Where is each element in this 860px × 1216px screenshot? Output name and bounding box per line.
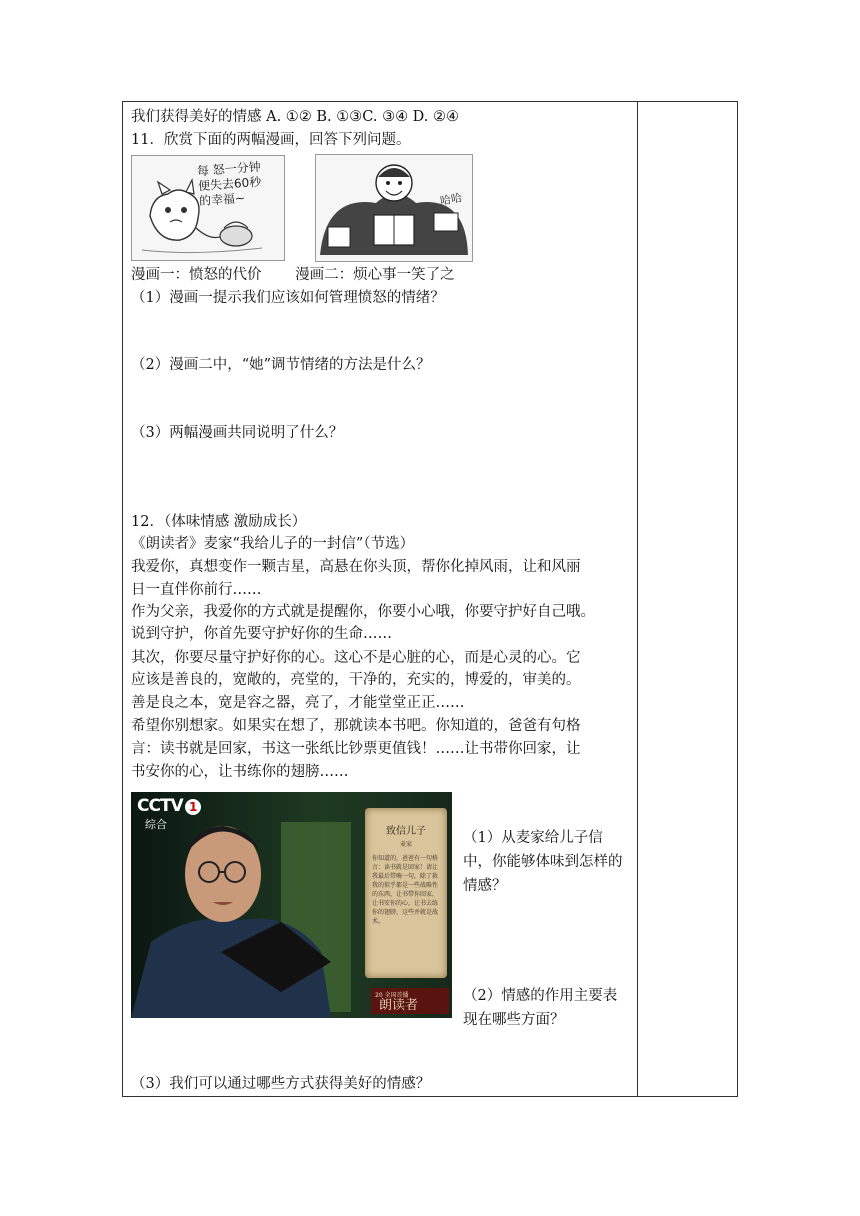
passage-line: 善是良之本，宽是容之器，亮了，才能堂堂正正……: [131, 695, 465, 711]
show-name: 朗读者: [379, 998, 419, 1013]
scroll-author: 麦家: [399, 841, 412, 848]
worksheet-table: [122, 101, 738, 1097]
q12-title: 12．（体味情感 激励成长）: [131, 514, 307, 530]
cartoon-one-text-line1: 每 怒一分钟: [196, 159, 262, 179]
reader-tv-screenshot: [131, 792, 452, 1018]
cartoon-one-text-line2: 便失去60秒: [197, 174, 262, 194]
cctv-channel-name: CCTV: [137, 796, 183, 816]
passage-line: 希望你别想家。如果实在想了，那就读本书吧。你知道的，爸爸有句格: [131, 718, 581, 734]
q11-sub-question-2: （2）漫画二中，“她”调节情绪的方法是什么？: [131, 357, 431, 373]
show-badge: 20 全国首播: [375, 992, 409, 999]
passage-line: 书安你的心，让书练你的翅膀……: [131, 764, 349, 780]
letter-scroll: [365, 808, 447, 978]
scroll-title: 致信儿子: [386, 826, 426, 837]
cctv-logo: [137, 796, 201, 816]
q12-source: 《朗读者》麦家“我给儿子的一封信”（节选）: [131, 536, 415, 552]
passage-line: 作为父亲，我爱你的方式就是提醒你，你要小心哦，你要守护好自己哦。: [131, 604, 595, 620]
q11-sub-question-3: （3）两幅漫画共同说明了什么？: [131, 425, 344, 441]
cartoon-two-image: [315, 154, 473, 262]
q12-sub-question-3: （3）我们可以通过哪些方式获得美好的情感？: [131, 1076, 431, 1092]
cartoon-one-text-line3: 的幸福~: [198, 190, 246, 209]
scroll-text: 你知道的，爸爸有一句格言：读书就是回家！请让我最后带嗨一句，除了救我的似乎都是一些战略性的东西，让书带你回家，让书安你的心，让书去练你的翅膀，这些并就是战术。: [372, 855, 439, 925]
cartoon-two-text: 哈哈: [439, 191, 464, 208]
q10-answer-options: 我们获得美好的情感 A. ①② B. ①③C. ③④ D. ②④: [131, 109, 460, 125]
q12-sub-question-1: （1）从麦家给儿子信中，你能够体味到怎样的情感？: [463, 830, 623, 894]
passage-line: 其次，你要尽量守护好你的心。这心不是心脏的心，而是心灵的心。它: [131, 650, 581, 666]
q11-title: 11．欣赏下面的两幅漫画，回答下列问题。: [131, 132, 411, 148]
passage-line: 说到守护，你首先要守护好你的生命……: [131, 626, 392, 642]
cartoon-captions: 漫画一：愤怒的代价 漫画二：烦心事一笑了之: [131, 267, 455, 283]
q11-sub-question-1: （1）漫画一提示我们应该如何管理愤怒的情绪？: [131, 290, 445, 306]
cctv-channel-number: 1: [185, 799, 201, 815]
passage-line: 言：读书就是回家，书这一张纸比钞票更值钱！……让书带你回家，让: [131, 741, 581, 757]
passage-line: 我爱你，真想变作一颗吉星，高悬在你头顶，帮你化掉风雨，让和风丽: [131, 559, 581, 575]
passage-line: 日一直伴你前行……: [131, 582, 262, 598]
laughing-girl-drawing: [316, 155, 472, 261]
column-divider: [637, 102, 638, 1096]
q12-sub-question-2: （2）情感的作用主要表现在哪些方面？: [463, 988, 618, 1028]
show-logo: [371, 988, 449, 1014]
cartoon-one-image: [131, 155, 285, 261]
passage-line: 应该是善良的，宽敞的，亮堂的，干净的，充实的，博爱的，审美的。: [131, 672, 581, 688]
cctv-channel-sub: 综合: [145, 818, 167, 831]
